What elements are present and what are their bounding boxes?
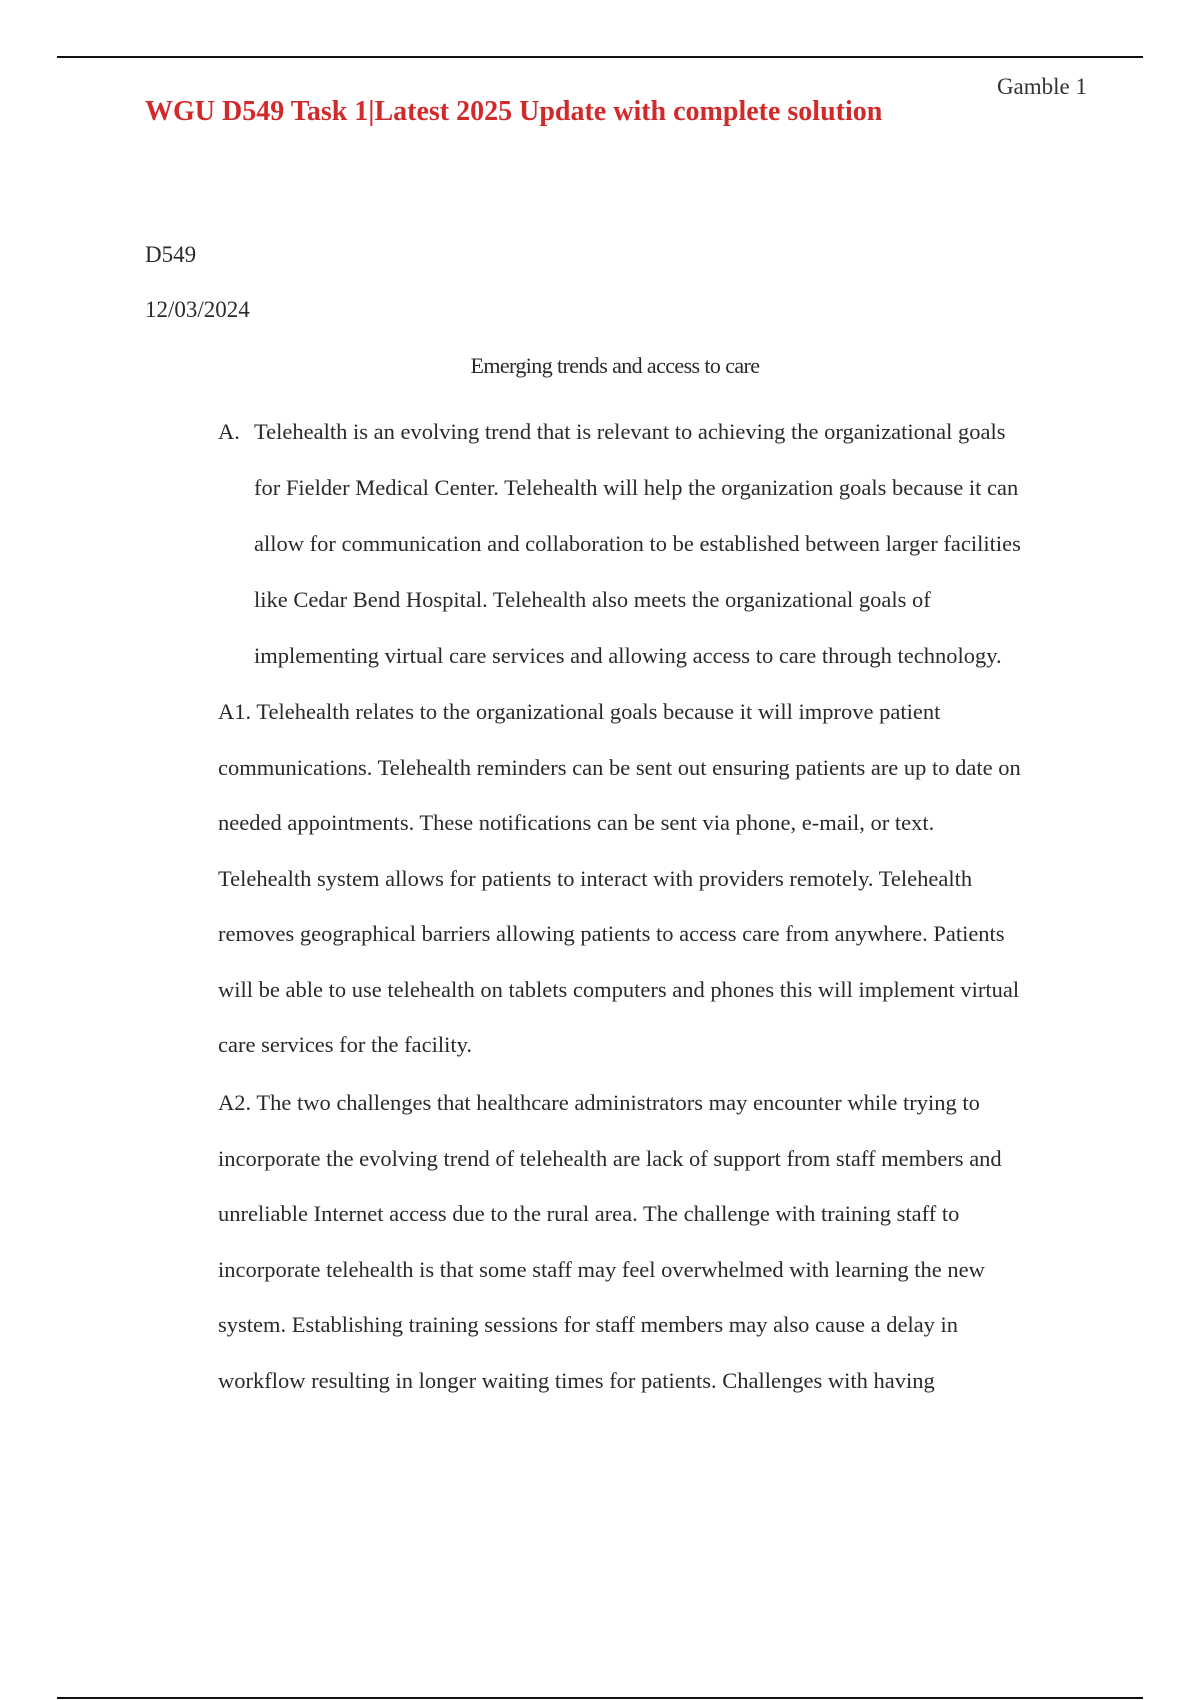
paragraph-a xyxy=(218,404,1088,684)
text-line: needed appointments. These notifications can be sent via phone, e-mail, or text. xyxy=(218,810,935,835)
text-line: communications. Telehealth reminders can be sent out ensuring patients are up to date on xyxy=(218,754,1021,780)
text-line: A1. Telehealth relates to the organizational goals because it will improve patient xyxy=(218,699,941,724)
text-line: system. Establishing training sessions for staff members may also cause a delay in xyxy=(218,1312,959,1337)
text-line: removes geographical barriers allowing patients to access care from anywhere. Patients xyxy=(218,921,1005,946)
text-line: Telehealth system allows for patients to interact with providers remotely. Telehealth xyxy=(218,865,973,891)
text-line: incorporate telehealth is that some staff may feel overwhelmed with learning the new xyxy=(218,1256,985,1282)
submission-date: 12/03/2024 xyxy=(145,297,250,322)
paragraph-a-text xyxy=(218,404,1088,684)
text-line: like Cedar Bend Hospital. Telehealth also meets the organizational goals of xyxy=(254,587,931,612)
bottom-rule xyxy=(57,1697,1143,1699)
top-rule xyxy=(57,56,1143,58)
text-line: allow for communication and collaboration to be established between larger facilities xyxy=(254,531,1021,556)
course-code: D549 xyxy=(145,242,197,267)
text-line: will be able to use telehealth on tablets computers and phones this will implement virtual xyxy=(218,976,1020,1002)
list-marker: A. xyxy=(218,419,240,444)
paragraph-a2 xyxy=(218,1075,1098,1408)
section-heading: Emerging trends and access to care xyxy=(470,353,760,378)
running-head: Gamble 1 xyxy=(996,74,1087,99)
text-line: unreliable Internet access due to the rural area. The challenge with training staff to xyxy=(218,1201,960,1226)
text-line: incorporate the evolving trend of telehealth are lack of support from staff members and xyxy=(218,1145,1002,1171)
text-line: for Fielder Medical Center. Telehealth will help the organization goals because it can xyxy=(254,475,1019,500)
text-line: A2. The two challenges that healthcare administrators may encounter while trying to xyxy=(218,1090,980,1115)
text-line: Telehealth is an evolving trend that is relevant to achieving the organizational goals xyxy=(254,419,1006,444)
text-line: care services for the facility. xyxy=(218,1032,473,1057)
paragraph-a1 xyxy=(218,684,1098,1073)
text-line: implementing virtual care services and allowing access to care through technology. xyxy=(254,643,1002,668)
document-title: WGU D549 Task 1|Latest 2025 Update with complete solution xyxy=(145,96,883,127)
text-line: workflow resulting in longer waiting times for patients. Challenges with having xyxy=(218,1367,935,1393)
